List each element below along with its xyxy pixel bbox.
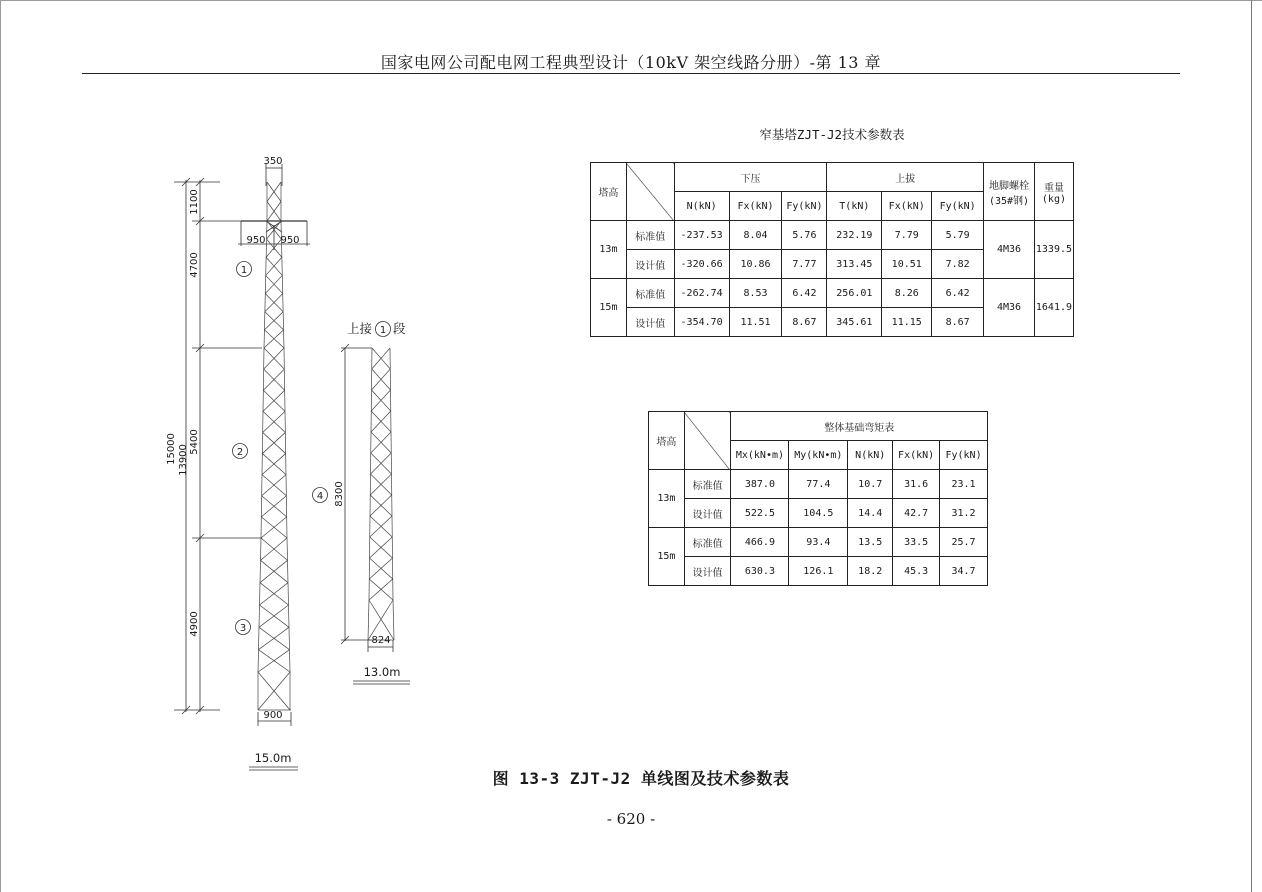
table-cell: 31.2 (940, 499, 988, 528)
table-cell: 77.4 (789, 470, 848, 499)
table-cell: 23.1 (940, 470, 988, 499)
table1-subheader: T(kN) (827, 192, 882, 221)
tower-parameters-table (590, 162, 1074, 337)
table-cell: 10.51 (882, 250, 932, 279)
table-cell: 256.01 (827, 279, 882, 308)
table1-subheader: Fx(kN) (729, 192, 782, 221)
dim-seg-1: 4700 (189, 252, 200, 278)
table-cell: 45.3 (893, 557, 940, 586)
table-row (649, 499, 988, 528)
dim-top-width: 350 (263, 156, 283, 167)
table2-subheader: Fy(kN) (940, 441, 988, 470)
table2-header-tower-height: 塔高 (649, 412, 685, 470)
tower-leg (284, 348, 287, 538)
table-cell: 11.51 (729, 308, 782, 337)
tower-brace (368, 600, 393, 640)
table-cell: 31.6 (893, 470, 940, 499)
small-tower-title-prefix: 上接 (346, 321, 372, 336)
table-row (649, 557, 988, 586)
table1-header-compression: 下压 (674, 163, 827, 192)
table1-weight-15m: 1641.9 (1034, 279, 1073, 337)
tower-leg (393, 600, 394, 640)
table-cell: 8.53 (729, 279, 782, 308)
table-cell: 345.61 (827, 308, 882, 337)
table-cell: 6.42 (782, 279, 827, 308)
table-cell: 466.9 (731, 528, 789, 557)
table-cell: 5.76 (782, 221, 827, 250)
table2-subheader: Mx(kN•m) (731, 441, 789, 470)
dim-seg-top: 1100 (189, 189, 200, 215)
segment-label-1: 1 (240, 265, 248, 276)
dim-small-base: 824 (371, 635, 391, 646)
table2-subheader: My(kN•m) (789, 441, 848, 470)
table-row (591, 279, 1074, 308)
table-cell: 11.15 (882, 308, 932, 337)
table2-height-15m: 15m (649, 528, 685, 586)
table-cell: 7.79 (882, 221, 932, 250)
table2-title: 整体基础弯矩表 (731, 412, 988, 441)
table-cell: 18.2 (848, 557, 893, 586)
table1-title: 窄基塔ZJT-J2技术参数表 (759, 127, 905, 142)
row-label: 标准值 (626, 279, 674, 308)
dim-base-width: 900 (263, 710, 283, 721)
tower-leg (368, 600, 369, 640)
table-cell: -237.53 (674, 221, 729, 250)
table1-subheader: Fy(kN) (932, 192, 984, 221)
table1-subheader: N(kN) (674, 192, 729, 221)
table-cell: 7.77 (782, 250, 827, 279)
table2-subheader: N(kN) (848, 441, 893, 470)
table-cell: 8.67 (782, 308, 827, 337)
table1-bolt-15m: 4M36 (984, 279, 1035, 337)
table-cell: 25.7 (940, 528, 988, 557)
table-cell: 7.82 (932, 250, 984, 279)
table-cell: 13.5 (848, 528, 893, 557)
table-row (649, 528, 988, 557)
dim-arm-left: 950 (246, 235, 266, 246)
tower-15m-label: 15.0m (254, 751, 292, 765)
tower-13m-upper-segment (368, 348, 394, 640)
table-cell: 387.0 (731, 470, 789, 499)
small-tower-title-number: 1 (379, 325, 387, 336)
table1-header-weight: 重量 (kg) (1034, 163, 1073, 221)
dim-seg-3: 4900 (189, 611, 200, 637)
table1-header-uplift: 上拔 (827, 163, 984, 192)
row-label: 设计值 (626, 308, 674, 337)
table1-header-diagonal (626, 163, 674, 221)
table-cell: 232.19 (827, 221, 882, 250)
table-cell: 93.4 (789, 528, 848, 557)
small-tower-title-suffix: 段 (393, 321, 406, 336)
tower-13m-label: 13.0m (363, 665, 401, 679)
row-label: 标准值 (626, 221, 674, 250)
page-header-title: 国家电网公司配电网工程典型设计（10kV 架空线路分册）-第 13 章 (380, 53, 882, 72)
row-label: 标准值 (684, 528, 731, 557)
table-cell: 8.67 (932, 308, 984, 337)
table-cell: 10.86 (729, 250, 782, 279)
row-label: 标准值 (684, 470, 731, 499)
table1-bolt-13m: 4M36 (984, 221, 1035, 279)
table-cell: 33.5 (893, 528, 940, 557)
row-label: 设计值 (684, 499, 731, 528)
table2-header-diagonal (684, 412, 731, 470)
table1-header-tower-height: 塔高 (591, 163, 627, 221)
table1-subheader: Fx(kN) (882, 192, 932, 221)
segment-label-3: 3 (239, 623, 247, 634)
dim-subtotal-height: 13900 (178, 444, 189, 476)
table-cell: 10.7 (848, 470, 893, 499)
table-cell: 34.7 (940, 557, 988, 586)
table-row (649, 470, 988, 499)
table-cell: 126.1 (789, 557, 848, 586)
segment-label-2: 2 (236, 447, 244, 458)
tower-brace (369, 600, 394, 640)
tower-leg (261, 348, 264, 538)
table-cell: 14.4 (848, 499, 893, 528)
table2-subheader: Fx(kN) (893, 441, 940, 470)
table1-height-13m: 13m (591, 221, 627, 279)
foundation-moment-table (648, 411, 988, 586)
figure-caption: 图 13-3 ZJT-J2 单线图及技术参数表 (492, 769, 790, 788)
table1-header-anchor-bolt: 地脚螺栓 (35#钢) (984, 163, 1035, 221)
table1-subheader: Fy(kN) (782, 192, 827, 221)
table-cell: -262.74 (674, 279, 729, 308)
table-cell: 42.7 (893, 499, 940, 528)
dim-arm-right: 950 (280, 235, 300, 246)
tower-15m-body (258, 182, 291, 710)
table-cell: 313.45 (827, 250, 882, 279)
table2-height-13m: 13m (649, 470, 685, 528)
table-cell: -354.70 (674, 308, 729, 337)
table1-weight-13m: 1339.5 (1034, 221, 1073, 279)
table-row (591, 221, 1074, 250)
table-cell: 5.79 (932, 221, 984, 250)
dim-seg-2: 5400 (189, 429, 200, 455)
table-cell: 104.5 (789, 499, 848, 528)
row-label: 设计值 (684, 557, 731, 586)
row-label: 设计值 (626, 250, 674, 279)
table-cell: 630.3 (731, 557, 789, 586)
page-number: - 620 - (606, 810, 656, 828)
dim-total-height: 15000 (166, 433, 177, 465)
table1-height-15m: 15m (591, 279, 627, 337)
table-cell: 8.04 (729, 221, 782, 250)
dim-small-height: 8300 (334, 481, 345, 507)
table-cell: -320.66 (674, 250, 729, 279)
table-cell: 6.42 (932, 279, 984, 308)
table-cell: 522.5 (731, 499, 789, 528)
table-cell: 8.26 (882, 279, 932, 308)
segment-label-4: 4 (316, 491, 324, 502)
